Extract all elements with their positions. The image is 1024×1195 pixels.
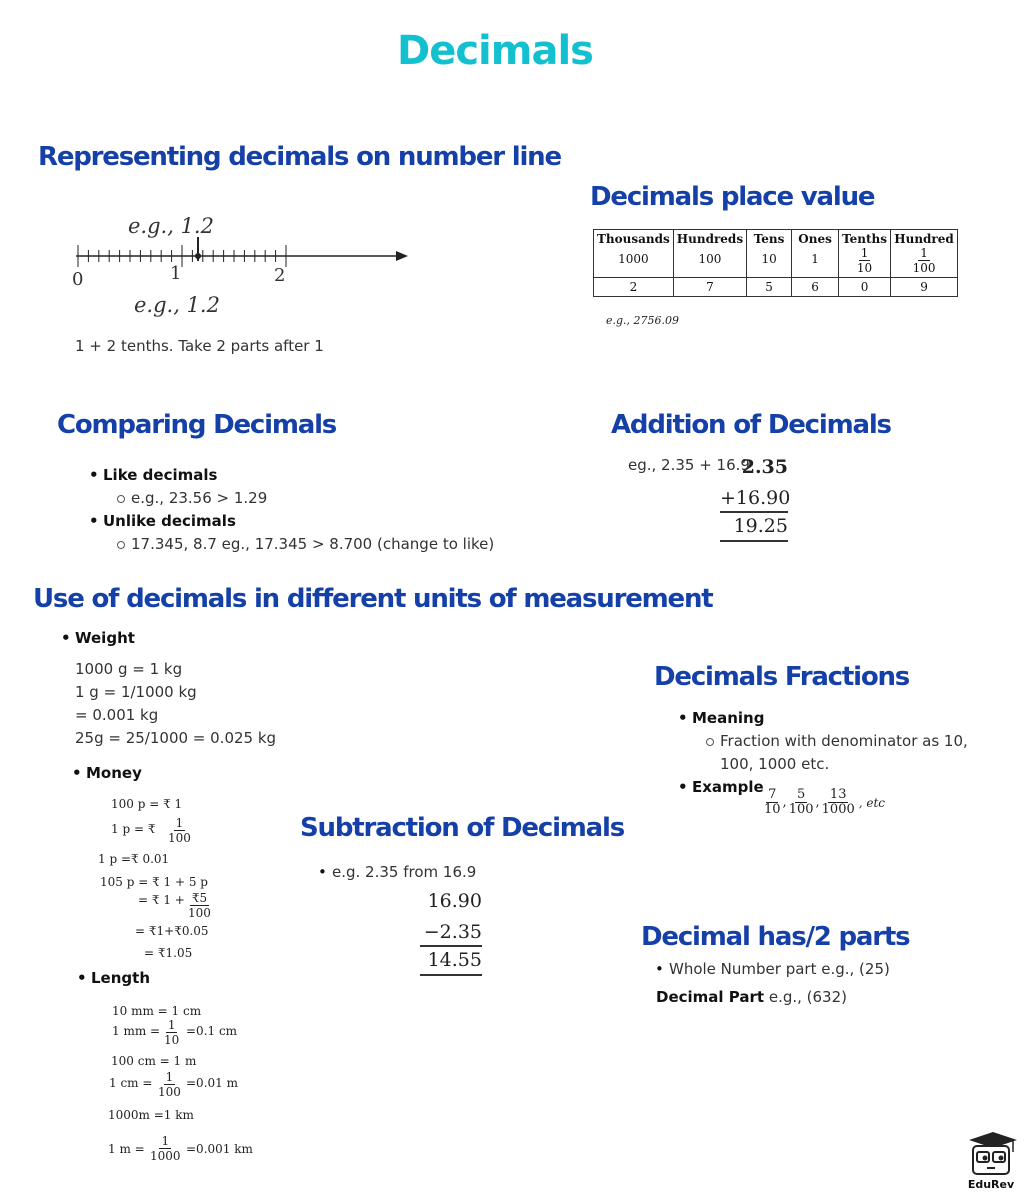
length-line: 10 mm = 1 cm: [112, 1004, 202, 1018]
meaning-label: • Meaning: [692, 707, 764, 730]
subtraction-line-2: −2.35: [423, 921, 482, 943]
length-line: =0.01 m: [186, 1076, 238, 1090]
pv-col-hundreds: Hundreds 100: [673, 230, 746, 278]
money-label: • Money: [86, 762, 142, 785]
edurev-logo: [963, 1130, 1019, 1190]
place-value-header-row: [594, 230, 958, 278]
weight-line: = 0.001 kg: [75, 706, 159, 724]
number-line-heading: Representing decimals on number line: [38, 142, 561, 172]
length-fraction: $\frac{1}{10}$: [164, 1018, 180, 1047]
pv-col-tens: Tens 10: [747, 230, 792, 278]
money-fraction: $\frac{1}{100}$: [168, 816, 191, 845]
place-value-table-wrap: [593, 229, 958, 297]
addition-line-2: +16.90: [720, 487, 791, 509]
pv-digit: 0: [839, 278, 891, 297]
fraction-example: $\frac{13}{1000}$: [821, 787, 855, 817]
number-line-caption: 1 + 2 tenths. Take 2 parts after 1: [75, 337, 324, 355]
weight-line: 1 g = 1/1000 kg: [75, 683, 197, 701]
logo-text: EduRev: [967, 1178, 1015, 1191]
pv-digit: 9: [891, 278, 958, 297]
like-decimals-example: e.g., 23.56 > 1.29: [131, 487, 267, 510]
length-line: 1 m =: [108, 1142, 145, 1156]
addition-heading: Addition of Decimals: [611, 410, 891, 440]
tick-label-0: 0: [72, 269, 84, 290]
length-line: =0.1 cm: [186, 1024, 238, 1038]
pv-col-tenths: Tenths $\frac{1}{10}$: [839, 230, 891, 278]
money-fraction: $\frac{₹5}{100}$: [188, 891, 211, 920]
addition-line-1: 2.35: [741, 456, 788, 478]
pv-digit: 7: [673, 278, 746, 297]
page-title: Decimals: [397, 28, 593, 74]
money-line: 1 p =₹ 0.01: [98, 852, 170, 866]
place-value-table: [593, 229, 958, 297]
fraction-etc: , etc: [858, 795, 886, 810]
length-label: • Length: [91, 967, 150, 990]
pv-digit: 5: [747, 278, 792, 297]
decimal-part-label: Decimal Part: [656, 988, 765, 1006]
length-fraction: $\frac{1}{1000}$: [150, 1134, 181, 1163]
comparing-heading: Comparing Decimals: [57, 410, 337, 440]
parts-heading: Decimal has/2 parts: [641, 922, 910, 952]
pv-col-ones: Ones 1: [792, 230, 839, 278]
number-line-figure: [66, 205, 416, 325]
pv-col-thousands: Thousands 1000: [594, 230, 674, 278]
like-decimals-label: • Like decimals: [103, 464, 217, 487]
addition-underline: [720, 540, 788, 542]
graduation-cap-icon: [963, 1130, 1019, 1176]
weight-label: • Weight: [75, 627, 135, 650]
place-value-example: e.g., 2756.09: [606, 314, 680, 327]
money-line: 100 p = ₹ 1: [111, 797, 183, 811]
fractions-heading: Decimals Fractions: [654, 662, 910, 692]
length-line: =0.001 km: [186, 1142, 253, 1156]
decimal-part-example: e.g., (632): [768, 988, 848, 1006]
units-heading: Use of decimals in different units of measurement: [33, 584, 713, 614]
addition-example: eg., 2.35 + 16.9: [628, 456, 750, 474]
pv-col-hundredths: Hundred $\frac{1}{100}$: [891, 230, 958, 278]
example-label: • Example: [692, 776, 764, 799]
weight-line: 25g = 25/1000 = 0.025 kg: [75, 729, 277, 747]
money-line: = ₹1.05: [144, 946, 193, 960]
tick-label-2: 2: [274, 265, 286, 286]
length-fraction: $\frac{1}{100}$: [158, 1070, 181, 1099]
money-line: = ₹1+₹0.05: [135, 924, 209, 938]
length-line: 1 cm =: [109, 1076, 153, 1090]
subtraction-example: • e.g. 2.35 from 16.9: [332, 861, 476, 884]
length-line: 1000m =1 km: [108, 1108, 194, 1122]
fraction-examples: $\frac{7}{10}$ , $\frac{5}{100}$ , $\frac{13}{1000}$ , etc: [764, 787, 886, 817]
unlike-decimals-example: 17.345, 8.7 eg., 17.345 > 8.700 (change to like): [131, 533, 494, 556]
number-line-label-bottom: e.g., 1.2: [134, 293, 220, 317]
subtraction-heading: Subtraction of Decimals: [300, 813, 625, 843]
addition-calc: [720, 456, 791, 542]
pv-digit: 6: [792, 278, 839, 297]
length-line: 100 cm = 1 m: [111, 1054, 197, 1068]
place-value-digit-row: [594, 278, 958, 297]
money-line: 105 p = ₹ 1 + 5 p: [100, 875, 208, 889]
meaning-text-cont: 100, 1000 etc.: [720, 755, 830, 773]
fraction-example: $\frac{5}{100}$: [788, 787, 814, 817]
money-line: 1 p = ₹: [111, 822, 156, 836]
tick-label-1: 1: [170, 263, 182, 284]
meaning-text: Fraction with denominator as 10,: [720, 730, 968, 753]
subtraction-underline: [420, 974, 482, 976]
whole-number-part: • Whole Number part e.g., (25): [669, 958, 890, 981]
subtraction-line-1: 16.90: [427, 890, 482, 912]
fraction-example: $\frac{7}{10}$: [764, 787, 781, 817]
subtraction-result: 14.55: [420, 945, 482, 971]
money-line: = ₹ 1 +: [138, 893, 185, 907]
addition-result: 19.25: [720, 511, 788, 537]
unlike-decimals-label: • Unlike decimals: [103, 510, 236, 533]
length-line: 1 mm =: [112, 1024, 161, 1038]
pv-digit: 2: [594, 278, 674, 297]
place-value-heading: Decimals place value: [590, 182, 875, 212]
weight-line: 1000 g = 1 kg: [75, 660, 183, 678]
number-line-label-top: e.g., 1.2: [128, 214, 214, 238]
subtraction-calc: [420, 890, 482, 976]
decimal-part-line: [656, 986, 847, 1009]
